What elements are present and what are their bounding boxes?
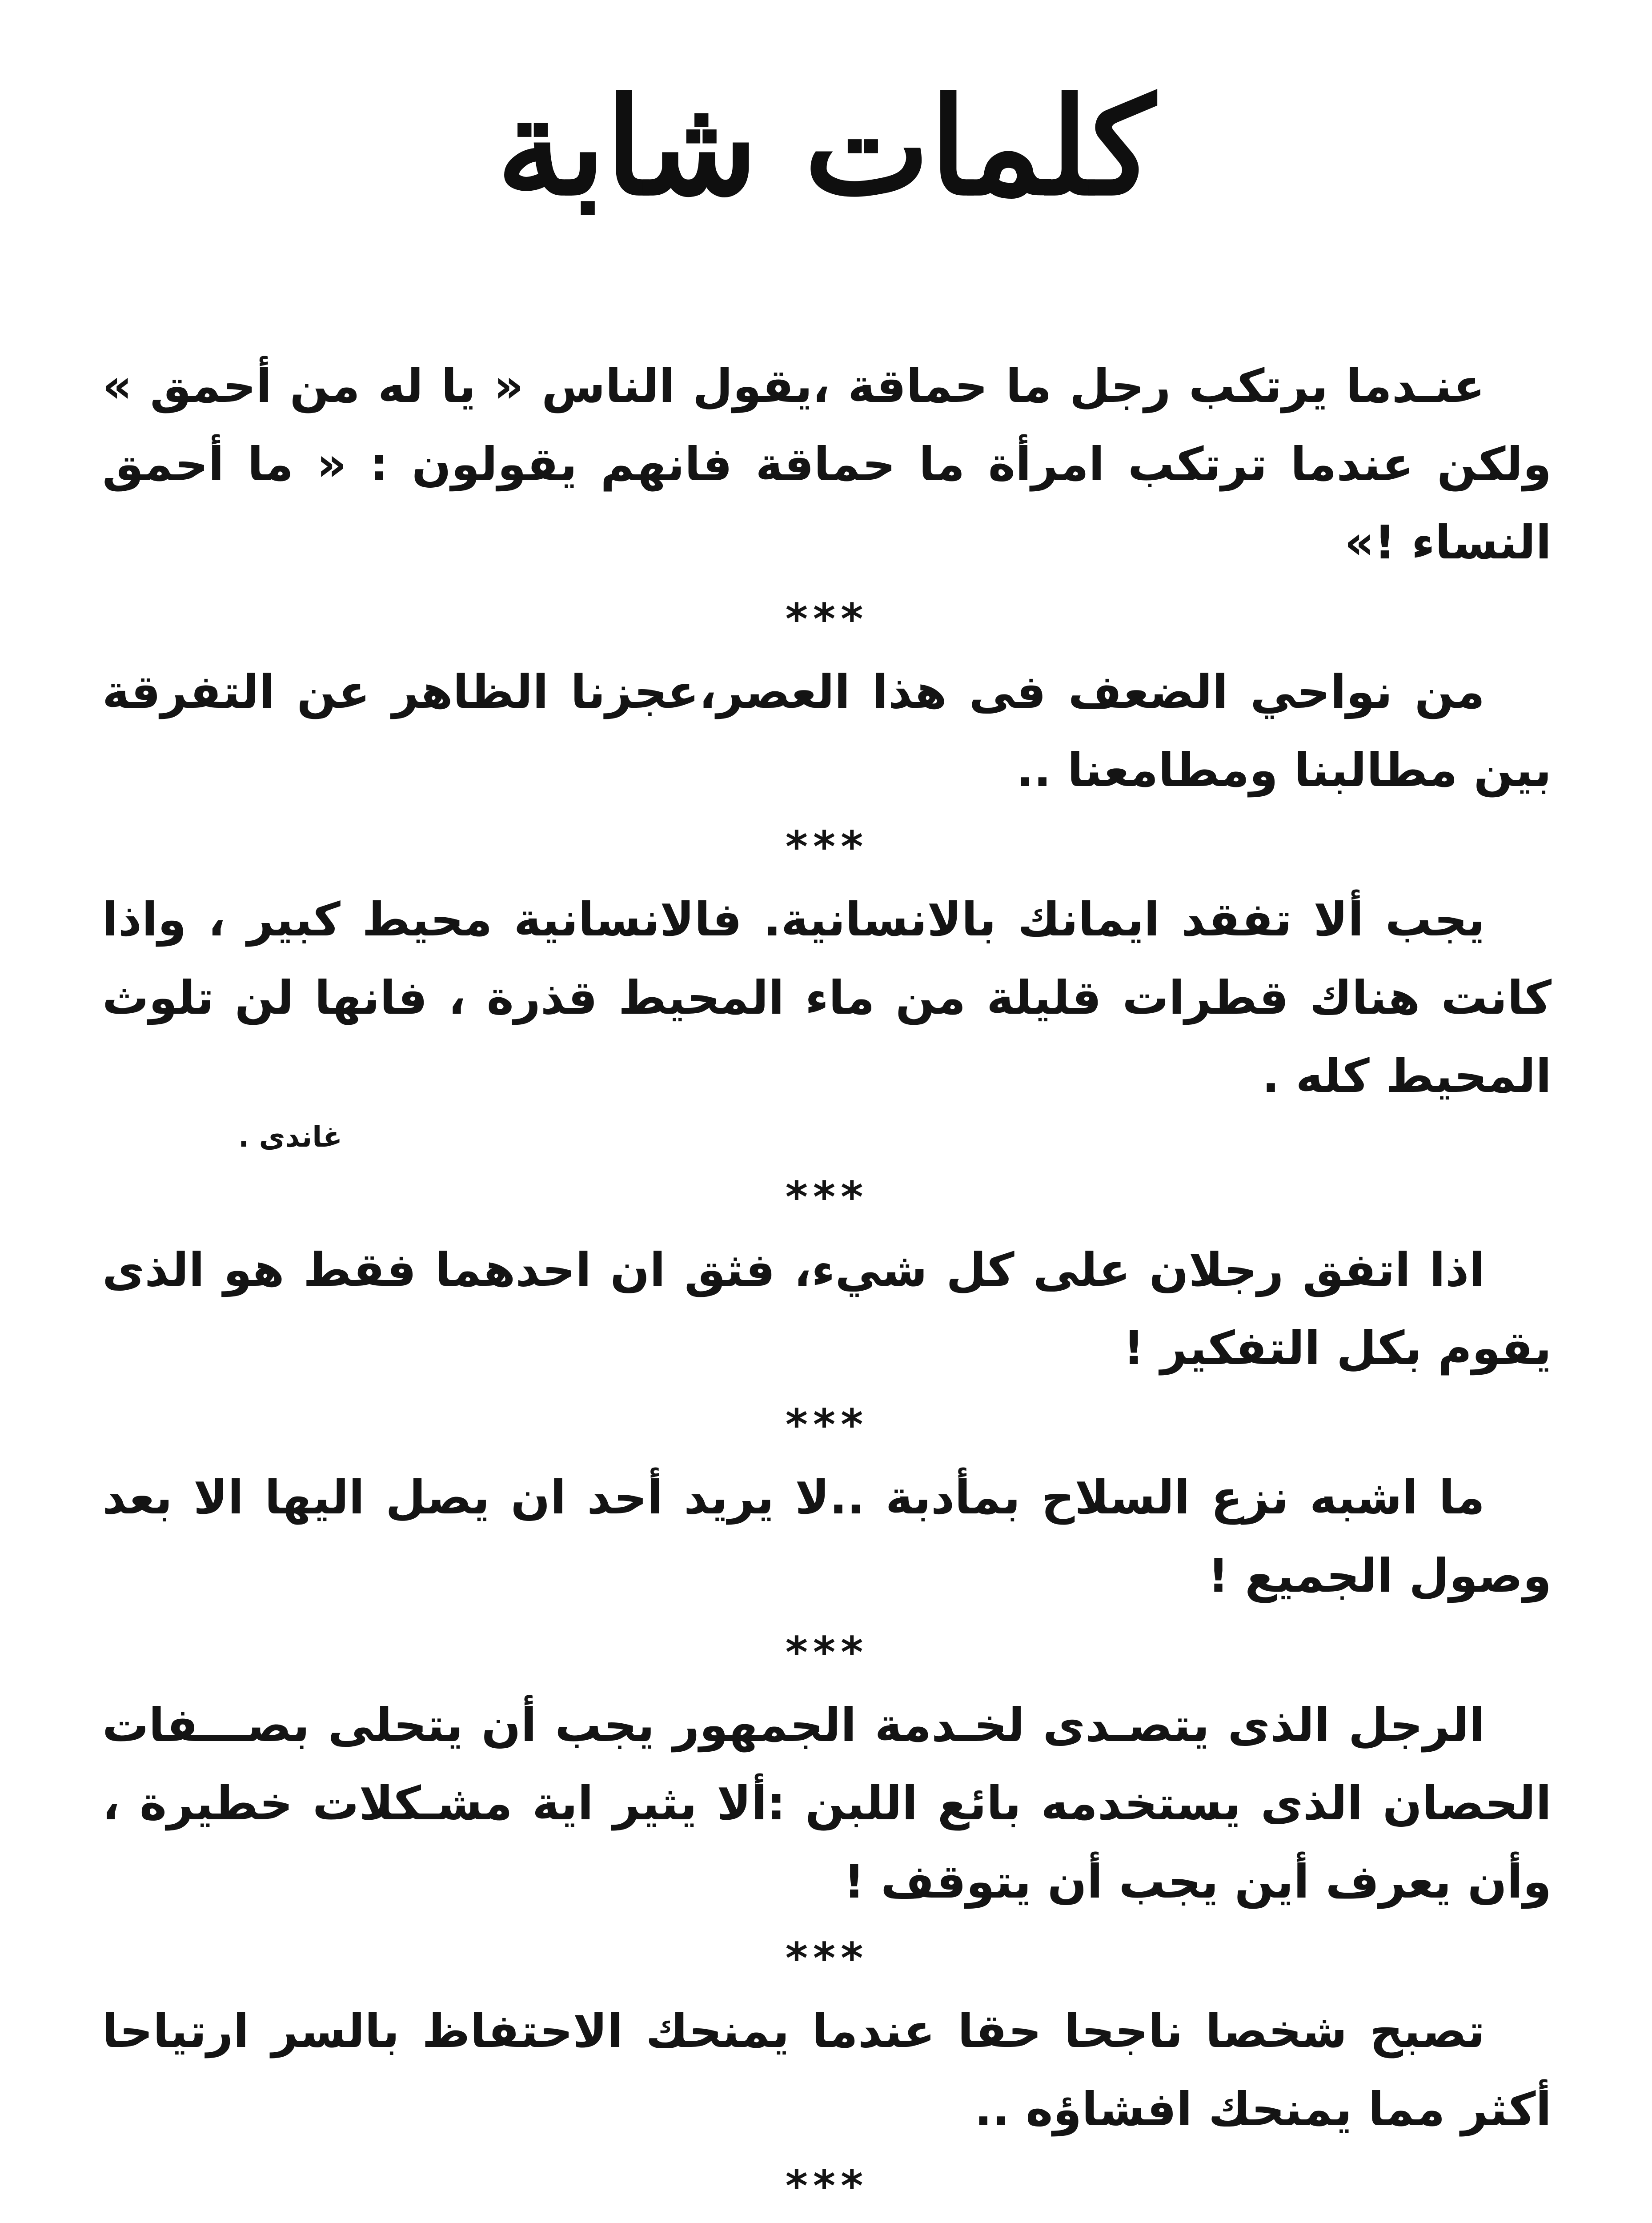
aphorism-2: من نواحي الضعف فى هذا العصر،عجزنا الظاهر عن التفرقة بين مطالبنا ومطامعنا .. <box>102 665 1552 797</box>
aphorism-6: الرجل الذى يتصـدى لخـدمة الجمهور يجب أن يتحلى بصـــفات الحصان الذى يستخدمه بائع اللبن :ألا يثير اية مشـكلات خطيرة ، وأن يعرف أين يجب أن يتوقف ! <box>102 1698 1552 1909</box>
attribution: غاندى . <box>238 1121 342 1154</box>
page-title: كلمات شابة <box>497 68 1155 225</box>
aphorism-7: تصبح شخصا ناجحا حقا عندما يمنحك الاحتفاظ بالسر ارتياحا أكثر مما يمنحك افشاؤه .. <box>102 2004 1552 2136</box>
separator-stars: *** <box>785 594 869 644</box>
aphorism-1: عنـدما يرتكب رجل ما حماقة ،يقول الناس « يا له من أحمق » ولكن عندما ترتكب امرأة ما حماقة فانهم يقولون : « ما أحمق النساء !» <box>102 359 1552 570</box>
separator-stars: *** <box>785 2161 869 2211</box>
aphorism-8 <box>102 2219 1552 2223</box>
aphorism-3: يجب ألا تفقد ايمانك بالانسانية. فالانسانية محيط كبير ، واذا كانت هناك قطرات قليلة من ماء المحيط قذرة ، فانها لن تلوث المحيط كله . <box>102 892 1552 1103</box>
aphorism-4: اذا اتفق رجلان على كل شيء، فثق ان احدهما فقط هو الذى يقوم بكل التفكير ! <box>102 1243 1552 1375</box>
aphorisms-column <box>102 347 1552 2223</box>
separator-stars: *** <box>785 1628 869 1677</box>
separator-stars: *** <box>785 1172 869 1222</box>
separator-stars: *** <box>785 822 869 872</box>
aphorism-5: ما اشبه نزع السلاح بمأدبة ..لا يريد أحد ان يصل اليها الا بعد وصول الجميع ! <box>102 1470 1552 1603</box>
separator-stars: *** <box>785 1400 869 1450</box>
separator-stars: *** <box>785 1934 869 1983</box>
